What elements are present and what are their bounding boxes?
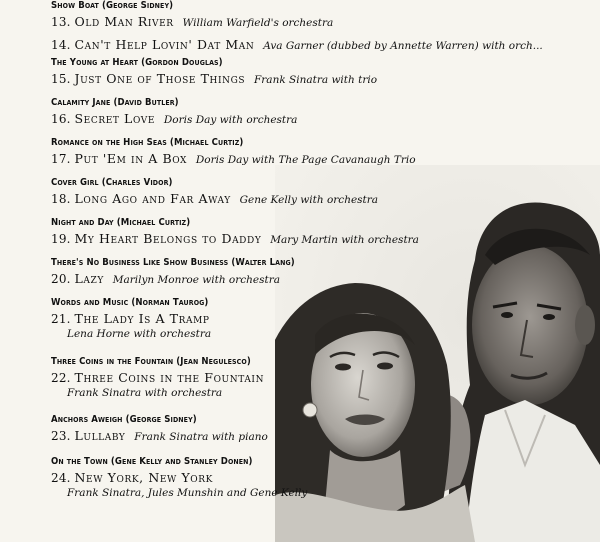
track-entry: [51, 217, 419, 248]
track-number: 13.: [51, 15, 71, 29]
track-title: Three Coins in the Fountain: [74, 370, 265, 385]
track-number: 14.: [51, 38, 71, 52]
film-title: Three Coins in the Fountain (Jean Negulesco): [51, 356, 251, 367]
film-title: Night and Day (Michael Curtiz): [51, 217, 191, 228]
track-entry: [51, 137, 416, 168]
track-title: Can't Help Lovin' Dat Man: [74, 37, 255, 52]
track-performer: Lena Horne with orchestra: [67, 328, 212, 340]
film-title: On the Town (Gene Kelly and Stanley Donen): [51, 456, 253, 467]
track-performer: Ava Garner (dubbed by Annette Warren) with orch...: [263, 40, 543, 52]
film-title: Calamity Jane (David Butler): [51, 97, 179, 108]
track-performer: Frank Sinatra with piano: [134, 431, 268, 443]
track-title: My Heart Belongs to Daddy: [74, 231, 262, 246]
film-title: Cover Girl (Charles Vidor): [51, 177, 173, 188]
track-performer: Frank Sinatra, Jules Munshin and Gene Kelly: [67, 487, 308, 499]
track-line: [51, 231, 419, 248]
track-performer: Gene Kelly with orchestra: [239, 194, 379, 206]
track-line: [51, 470, 307, 486]
track-number: 23.: [51, 429, 71, 443]
track-line: [51, 71, 377, 88]
track-title: Secret Love: [74, 111, 156, 126]
track-title: Lazy: [74, 271, 104, 286]
track-title: The Lady Is A Tramp: [74, 311, 210, 326]
track-line: [51, 311, 211, 327]
track-performer: Marilyn Monroe with orchestra: [112, 274, 281, 286]
film-title: There's No Business Like Show Business (Walter Lang): [51, 257, 295, 268]
track-entry: [51, 0, 543, 54]
film-title: Anchors Aweigh (George Sidney): [51, 414, 197, 425]
track-performer: Mary Martin with orchestra: [270, 234, 419, 246]
track-number: 22.: [51, 371, 71, 385]
track-number: 21.: [51, 312, 71, 326]
track-title: Just One of Those Things: [74, 71, 246, 86]
film-title: Words and Music (Norman Taurog): [51, 297, 209, 308]
track-entry: [51, 297, 211, 341]
film-title: The Young at Heart (Gordon Douglas): [51, 57, 223, 68]
track-number: 24.: [51, 471, 71, 485]
track-entry: [51, 456, 307, 500]
track-entry: [51, 177, 378, 208]
track-title: Old Man River: [74, 14, 174, 29]
track-performer: Doris Day with orchestra: [163, 114, 298, 126]
track-title: Put 'Em in A Box: [74, 151, 188, 166]
track-line: [51, 37, 543, 54]
track-entry: [51, 97, 297, 128]
track-number: 18.: [51, 192, 71, 206]
track-line: [51, 191, 378, 208]
track-entry: [51, 356, 264, 400]
track-line: [51, 14, 543, 31]
track-number: 17.: [51, 152, 71, 166]
film-title: Show Boat (George Sidney): [51, 0, 174, 11]
film-title: Romance on the High Seas (Michael Curtiz): [51, 137, 244, 148]
track-title: Long Ago and Far Away: [74, 191, 231, 206]
track-performer: Frank Sinatra with orchestra: [67, 387, 223, 399]
track-entry: [51, 414, 268, 445]
track-title: Lullaby: [74, 428, 126, 443]
track-line: [51, 370, 264, 386]
track-performer: Doris Day with The Page Cavanaugh Trio: [195, 154, 416, 166]
track-entry: [51, 257, 295, 288]
track-number: 20.: [51, 272, 71, 286]
track-line: [51, 271, 295, 288]
track-number: 16.: [51, 112, 71, 126]
track-title: New York, New York: [74, 470, 213, 485]
track-number: 19.: [51, 232, 71, 246]
track-performer: Frank Sinatra with trio: [254, 74, 378, 86]
track-line: [51, 428, 268, 445]
track-number: 15.: [51, 72, 71, 86]
track-performer: William Warfield's orchestra: [182, 17, 334, 29]
track-line: [51, 111, 297, 128]
track-line: [51, 151, 416, 168]
track-entry: [51, 57, 377, 88]
